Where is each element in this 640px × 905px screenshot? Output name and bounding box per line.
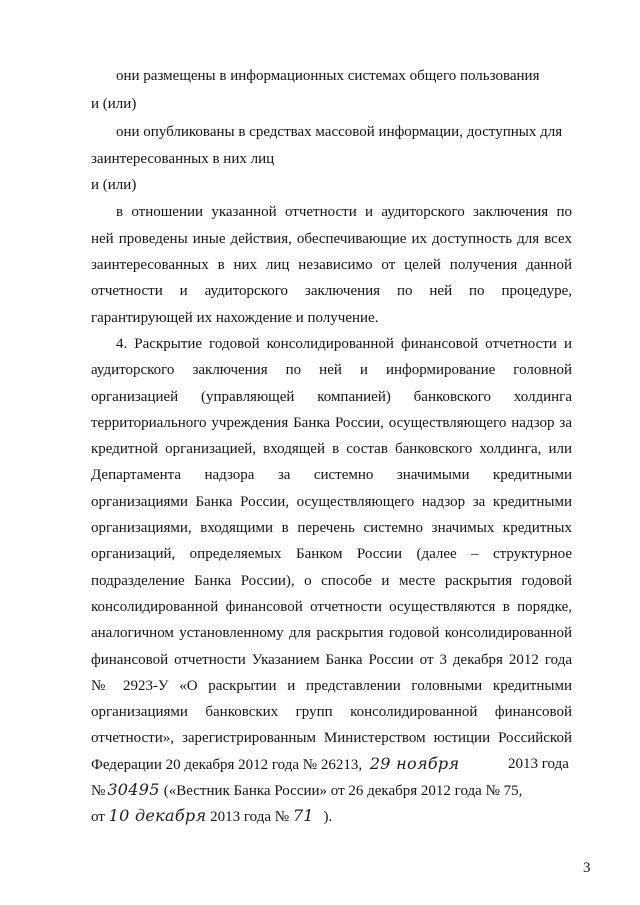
text-line-5: и (или) — [91, 177, 137, 193]
text-line-12: аудиторского заключения по ней и информирование головной — [91, 362, 572, 378]
text-line-26: отчетности», зарегистрированным Министерством юстиции Российской — [91, 730, 572, 746]
text-line-19: организаций, определяемых Банком России (далее – структурное — [91, 546, 572, 562]
handwritten-registration-number: 30495 — [107, 780, 160, 799]
text-line-27 — [91, 755, 459, 774]
text-line-14: территориального учреждения Банка России, осуществляющего надзор за — [91, 415, 572, 431]
text-line-18: организациями, входящими в перечень системно значимых кредитных — [91, 520, 572, 536]
text-line-29-prefix: от — [91, 809, 105, 825]
text-line-10: гарантирующей их нахождение и получение. — [91, 310, 379, 326]
text-line-24: № 2923-У «О раскрытии и представлении головными кредитными — [91, 678, 572, 694]
text-line-27-main: Федерации 20 декабря 2012 года № 26213, — [91, 757, 363, 773]
text-line-25: организациями банковских групп консолидированной финансовой — [91, 704, 572, 720]
text-line-28-main: («Вестник Банка России» от 26 декабря 2012 года № 75, — [163, 783, 523, 799]
text-line-21: консолидированной финансовой отчетности осуществляются в порядке, — [91, 599, 572, 615]
text-line-6: в отношении указанной отчетности и аудиторского заключения по — [116, 204, 572, 220]
text-line-11: 4. Раскрытие годовой консолидированной финансовой отчетности и — [116, 336, 572, 352]
handwritten-date: 29 ноября — [369, 754, 460, 773]
text-line-22: аналогичном установленному для раскрытия годовой консолидированной — [91, 625, 572, 641]
text-line-4: заинтересованных в них лиц — [91, 151, 275, 167]
handwritten-issue-number: 71 — [292, 806, 314, 825]
text-line-23: финансовой отчетности Указанием Банка России от 3 декабря 2012 года — [91, 652, 572, 668]
text-line-29-close: ). — [323, 809, 333, 825]
text-line-29 — [91, 807, 332, 826]
text-line-28 — [91, 781, 572, 800]
text-line-16: Департамента надзора за системно значимыми кредитными — [91, 467, 572, 483]
text-line-3: они опубликованы в средствах массовой информации, доступных для — [116, 124, 563, 140]
text-line-8: заинтересованных в них лиц независимо от целей получения данной — [91, 257, 572, 273]
text-line-1: они размещены в информационных системах общего пользования — [116, 68, 540, 84]
page-number: 3 — [583, 860, 591, 876]
text-line-28-prefix: № — [91, 783, 106, 799]
text-line-20: подразделение Банка России), о способе и месте раскрытия годовой — [91, 573, 572, 589]
text-line-27-year: 2013 года — [508, 756, 569, 772]
text-line-7: ней проведены иные действия, обеспечивающие их доступность для всех — [91, 231, 572, 247]
text-line-13: организацией (управляющей компанией) банковского холдинга — [91, 389, 572, 405]
text-line-17: организациями Банка России, осуществляющего надзор за кредитными — [91, 494, 572, 510]
text-line-29-main: 2013 года № — [210, 809, 290, 825]
text-line-15: кредитной организацией, входящей в состав банковского холдинга, или — [91, 441, 572, 457]
text-line-9: отчетности и аудиторского заключения по ней по процедуре, — [91, 283, 572, 299]
text-line-2: и (или) — [91, 96, 137, 112]
handwritten-date-2: 10 декабря — [108, 806, 207, 825]
